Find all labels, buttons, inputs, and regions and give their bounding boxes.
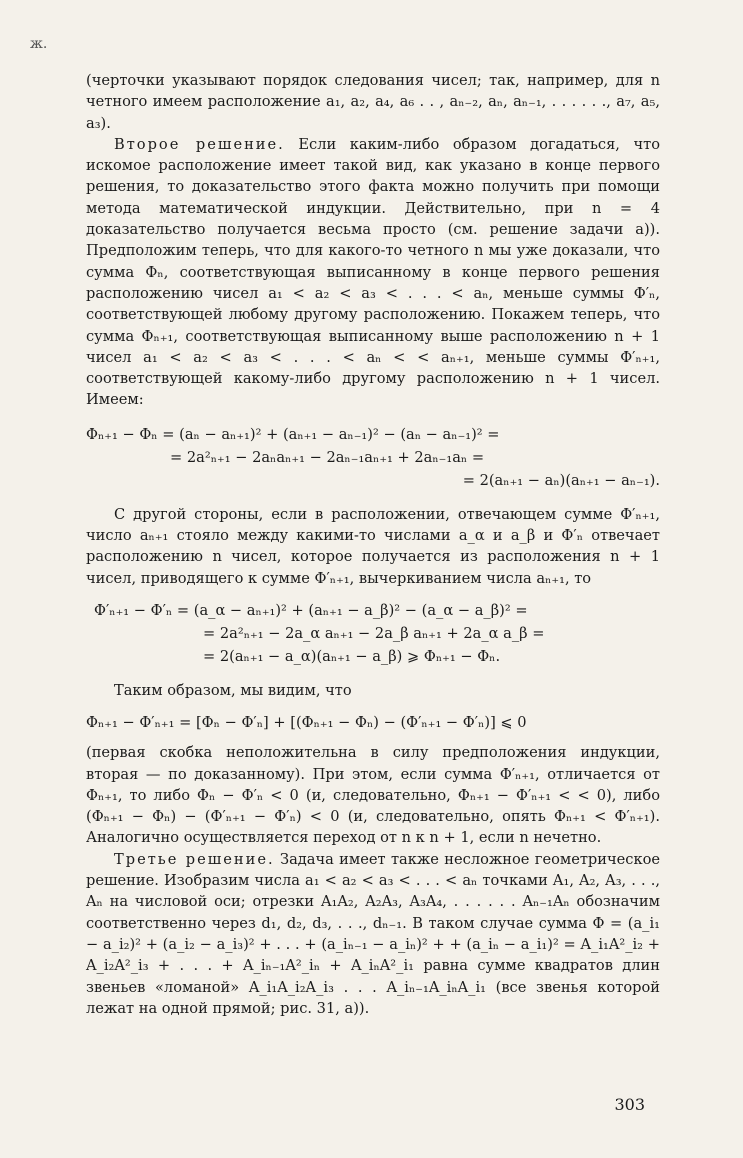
paragraph-3: С другой стороны, если в расположении, отвечающем сумме Φ′ₙ₊₁, число aₙ₊₁ стояло между какими-то числами a_α и a_β и Φ′ₙ отвечает расположению n чисел, которое получается из расположения n + 1 чисел, приводящего к сумме Φ′ₙ₊₁, вычеркиванием числа aₙ₊₁, то (86, 505, 660, 587)
equation-1-line-1: Φₙ₊₁ − Φₙ = (aₙ − aₙ₊₁)² + (aₙ₊₁ − aₙ₋₁)² − (aₙ − aₙ₋₁)² = (86, 425, 500, 443)
equation-2-line-1: Φ′ₙ₊₁ − Φ′ₙ = (a_α − aₙ₊₁)² + (aₙ₊₁ − a_β)² − (a_α − a_β)² = (94, 601, 528, 619)
paragraph-1: (черточки указывают порядок следования чисел; так, например, для n четного имеем расположение a₁, a₂, a₄, a₆ . . , aₙ₋₂, aₙ, aₙ₋₁, . . . . . ., a₇, a₅, a₃). (86, 72, 660, 132)
paragraph-4: Таким образом, мы видим, что (114, 681, 352, 699)
equation-2-line-2: = 2a²ₙ₊₁ − 2a_α aₙ₊₁ − 2a_β aₙ₊₁ + 2a_α a_β = (203, 624, 545, 642)
page-number: 303 (614, 1095, 645, 1114)
paragraph-5: (первая скобка неположительна в силу предположения индукции, вторая — по доказанному). При этом, если сумма Φ′ₙ₊₁, отличается от Φₙ₊₁, то либо Φₙ − Φ′ₙ < 0 (и, следовательно, Φₙ₊₁ − Φ′ₙ₊₁ < < 0), либо (Φₙ₊₁ − Φₙ) − (Φ′ₙ₊₁ − Φ′ₙ) < 0 (и, следовательно, опять Φₙ₊₁ < Φ′ₙ₊₁). Аналогично осуществляется переход от n к n + 1, если n нечетно. (86, 744, 660, 847)
second-solution-label: Второе решение. (114, 135, 285, 153)
paragraph-6 (86, 849, 660, 1019)
equation-1-line-3: = 2(aₙ₊₁ − aₙ)(aₙ₊₁ − aₙ₋₁). (462, 471, 660, 489)
equation-3: Φₙ₊₁ − Φ′ₙ₊₁ = [Φₙ − Φ′ₙ] + [(Φₙ₊₁ − Φₙ) − (Φ′ₙ₊₁ − Φ′ₙ)] ⩽ 0 (86, 714, 527, 732)
corner-mark: ж. (30, 36, 48, 52)
paragraph-2-text: Если каким-либо образом догадаться, что искомое расположение имеет такой вид, как указано в конце первого решения, то доказательство этого факта можно получить при помощи метода математической индукции. Действительно, при n = 4 доказательство получается весьма просто (см. решение задачи а)). Предположим теперь, что для какого-то четного n мы уже доказали, что сумма Φₙ, соответствующая выписанному в конце первого решения расположению чисел a₁ < a₂ < a₃ < . . . < aₙ, меньше суммы Φ′ₙ, соответствующей любому другому расположению. Покажем теперь, что сумма Φₙ₊₁, соответствующая выписанному выше расположению n + 1 чисел a₁ < a₂ < a₃ < . . . < aₙ < < aₙ₊₁, меньше суммы Φ′ₙ₊₁, соответствующей какому-либо другому расположению n + 1 чисел. Имеем: (86, 135, 661, 409)
paragraph-2 (86, 134, 660, 411)
equation-2-line-3: = 2(aₙ₊₁ − a_α)(aₙ₊₁ − a_β) ⩾ Φₙ₊₁ − Φₙ. (203, 647, 501, 665)
page-text (86, 70, 660, 1019)
third-solution-label: Третье решение. (114, 850, 275, 868)
paragraph-6-text: Задача имеет также несложное геометрическое решение. Изобразим числа a₁ < a₂ < a₃ < . . . < aₙ точками A₁, A₂, A₃, . . ., Aₙ на числовой оси; отрезки A₁A₂, A₂A₃, A₃A₄, . . . . . . Aₙ₋₁Aₙ обозначим соответственно через d₁, d₂, d₃, . . ., dₙ₋₁. В таком случае сумма Φ = (a_i₁ − a_i₂)² + (a_i₂ − a_i₃)² + . . . + (a_iₙ₋₁ − a_iₙ)² + + (a_iₙ − a_i₁)² = A_i₁A²_i₂ + A_i₂A²_i₃ + . . . + A_iₙ₋₁A²_iₙ + A_iₙA²_i₁ равна сумме квадратов длин звеньев «ломаной» A_i₁A_i₂A_i₃ . . . A_iₙ₋₁A_iₙA_i₁ (все звенья которой лежат на одной прямой; рис. 31, а)). (86, 850, 661, 1017)
equation-1-line-2: = 2a²ₙ₊₁ − 2aₙaₙ₊₁ − 2aₙ₋₁aₙ₊₁ + 2aₙ₋₁aₙ = (170, 448, 485, 466)
